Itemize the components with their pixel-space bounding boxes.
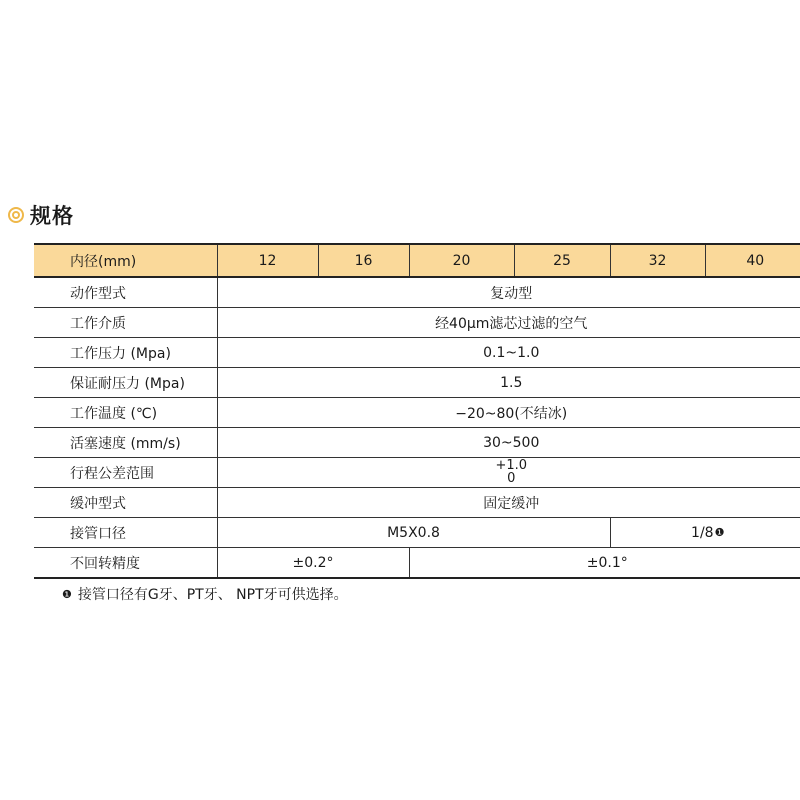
row-label: 工作介质	[34, 308, 217, 338]
footnote-text: 接管口径有G牙、PT牙、 NPT牙可供选择。	[77, 587, 348, 603]
row-value: −20~80(不结冰)	[217, 398, 800, 428]
row-label: 动作型式	[34, 277, 217, 308]
footnote-bullet-icon: ❶	[62, 587, 72, 601]
row-value: 固定缓冲	[217, 488, 800, 518]
section-header	[8, 200, 74, 230]
port-large-cell	[610, 518, 800, 548]
header-label: 内径(mm)	[34, 244, 217, 277]
table-row	[34, 368, 800, 398]
size-cell: 40	[705, 244, 800, 277]
table-row	[34, 277, 800, 308]
port-large-value: 1/8	[691, 524, 714, 541]
size-cell: 12	[217, 244, 318, 277]
row-value: 30~500	[217, 428, 800, 458]
rotation-large-value: ±0.1°	[409, 548, 800, 579]
tolerance-upper: +1.0	[495, 458, 528, 473]
row-value: 经40μm滤芯过滤的空气	[217, 308, 800, 338]
table-row	[34, 398, 800, 428]
row-value: 复动型	[217, 277, 800, 308]
table-header-row	[34, 244, 800, 277]
note-marker-icon: ❶	[714, 525, 725, 539]
row-label: 行程公差范围	[34, 458, 217, 488]
table-row	[34, 518, 800, 548]
size-cell: 20	[409, 244, 514, 277]
table-row	[34, 338, 800, 368]
row-label: 保证耐压力 (Mpa)	[34, 368, 217, 398]
spec-table	[34, 243, 800, 579]
row-label: 活塞速度 (mm/s)	[34, 428, 217, 458]
table-row	[34, 428, 800, 458]
table-row	[34, 458, 800, 488]
tolerance-lower: 0	[507, 471, 516, 486]
table-row	[34, 308, 800, 338]
table-row	[34, 488, 800, 518]
row-label: 接管口径	[34, 518, 217, 548]
tolerance-value	[217, 458, 800, 488]
row-label: 工作温度 (℃)	[34, 398, 217, 428]
row-value: 1.5	[217, 368, 800, 398]
size-cell: 16	[318, 244, 409, 277]
size-cell: 25	[514, 244, 610, 277]
table-row	[34, 548, 800, 579]
row-value: 0.1~1.0	[217, 338, 800, 368]
row-label: 工作压力 (Mpa)	[34, 338, 217, 368]
size-cell: 32	[610, 244, 705, 277]
footnote	[62, 584, 348, 604]
section-title: 规格	[30, 204, 74, 228]
double-ring-icon	[8, 207, 24, 223]
rotation-small-value: ±0.2°	[217, 548, 409, 579]
row-label: 不回转精度	[34, 548, 217, 579]
row-label: 缓冲型式	[34, 488, 217, 518]
port-small-value: M5X0.8	[217, 518, 610, 548]
